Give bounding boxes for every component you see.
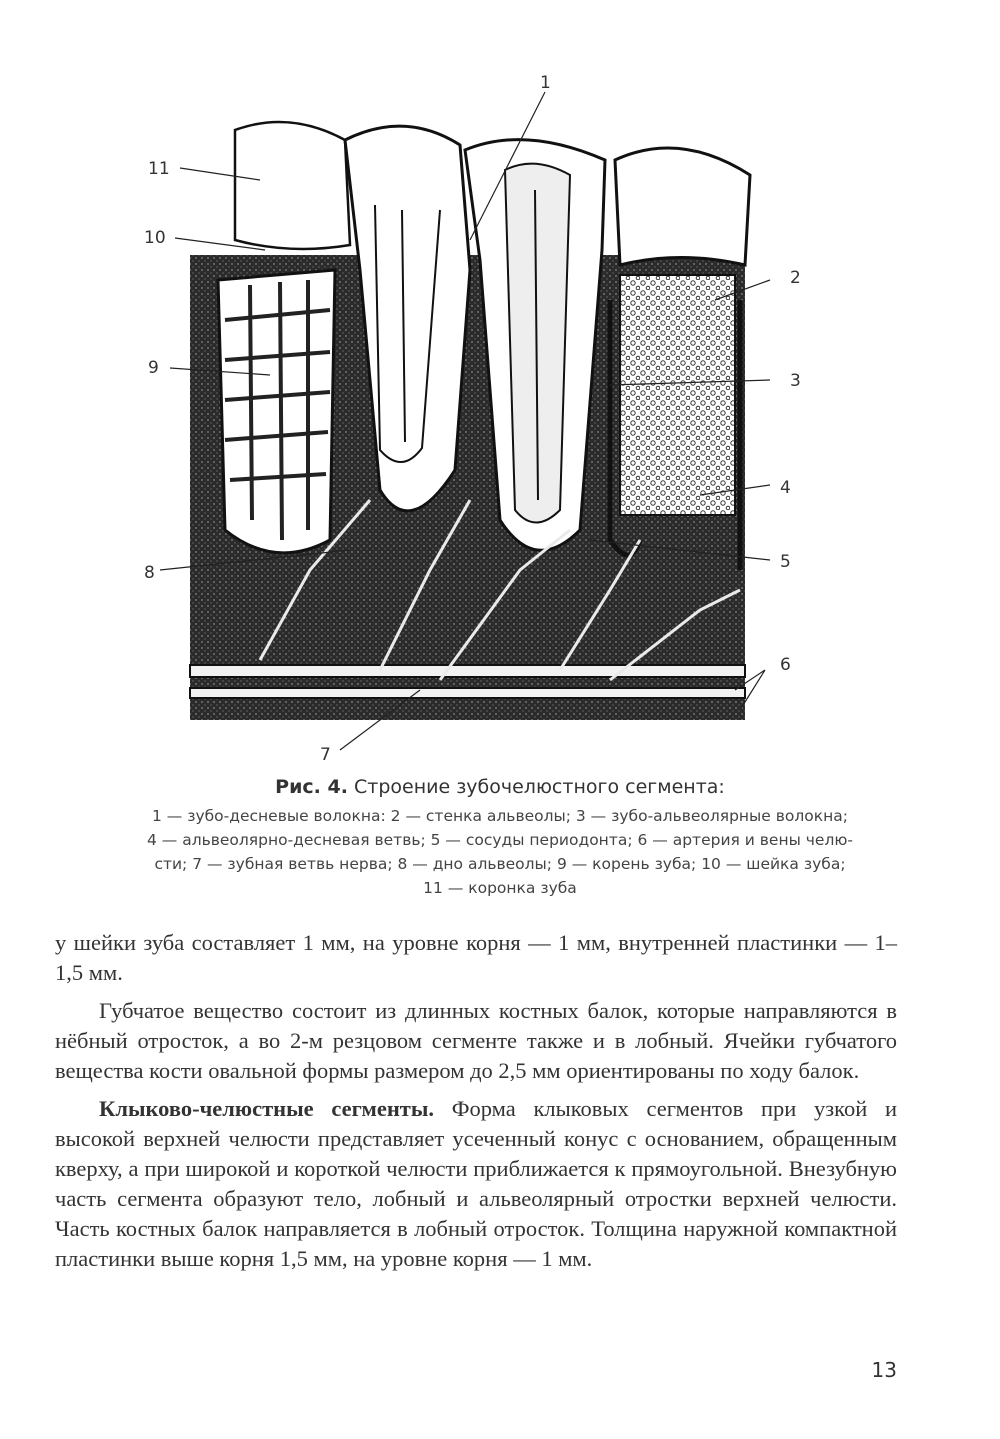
fig-label-3: 3 [790,371,801,391]
caption-legend [50,804,950,900]
legend-line: 11 — коронка зуба [423,879,577,897]
fig-label-1: 1 [540,73,551,93]
fig-label-9: 9 [148,358,159,378]
figure-caption [50,776,950,900]
caption-title-text: Строение зубочелюстного сегмента: [353,776,725,798]
fig-label-4: 4 [780,478,791,498]
legend-line: 4 — альвеолярно-десневая ветвь; 5 — сосуды периодонта; 6 — артерия и вены челю- [146,831,853,849]
figure-ref: Рис. 4. [275,776,348,798]
fig-label-10: 10 [144,228,166,248]
paragraph-3-text: Форма клыковых сегментов при узкой и высокой верхней челюсти представляет усеченный конус с основанием, обращенным кверху, а при широкой и короткой челюсти приближается к прямоугольной. Внезубную часть сегмента образуют тело, лобный и альвеолярный отростки верхней челюсти. Часть костных балок направляется в лобный отросток. Толщина наружной компактной пластинки выше корня 1,5 мм, на уровне корня — 1 мм. [55,1096,897,1271]
fig-label-11: 11 [148,159,170,179]
section-heading: Клыково-челюстные сегменты. [99,1096,435,1121]
legend-line: сти; 7 — зубная ветвь нерва; 8 — дно альвеолы; 9 — корень зуба; 10 — шейка зуба; [154,855,846,873]
paragraph-1: у шейки зуба составляет 1 мм, на уровне корня — 1 мм, внутренней пластинки — 1–1,5 мм. [55,930,897,985]
right-tooth [610,148,750,570]
fig-label-7: 7 [320,745,331,760]
paragraph-2: Губчатое вещество состоит из длинных костных балок, которые направляются в нёбный отросток, а во 2-м резцовом сегменте также и в лобный. Ячейки губчатого вещества кости овальной формы размером до 2,5 мм ориентированы по ходу балок. [55,998,897,1083]
legend-line: 1 — зубо-десневые волокна: 2 — стенка альвеолы; 3 — зубо-альвеолярные волокна; [151,807,848,825]
paragraph-3 [55,1094,897,1274]
caption-title [50,776,950,798]
fig-label-8: 8 [144,563,155,583]
body-text [55,928,897,1282]
tooth-segment-illustration [140,70,830,760]
fig-label-2: 2 [790,268,801,288]
tooth-segment-figure [140,70,830,760]
page-number: 13 [871,1358,897,1382]
left-tooth [218,122,350,553]
fig-label-6: 6 [780,655,791,675]
fig-label-5: 5 [780,552,791,572]
